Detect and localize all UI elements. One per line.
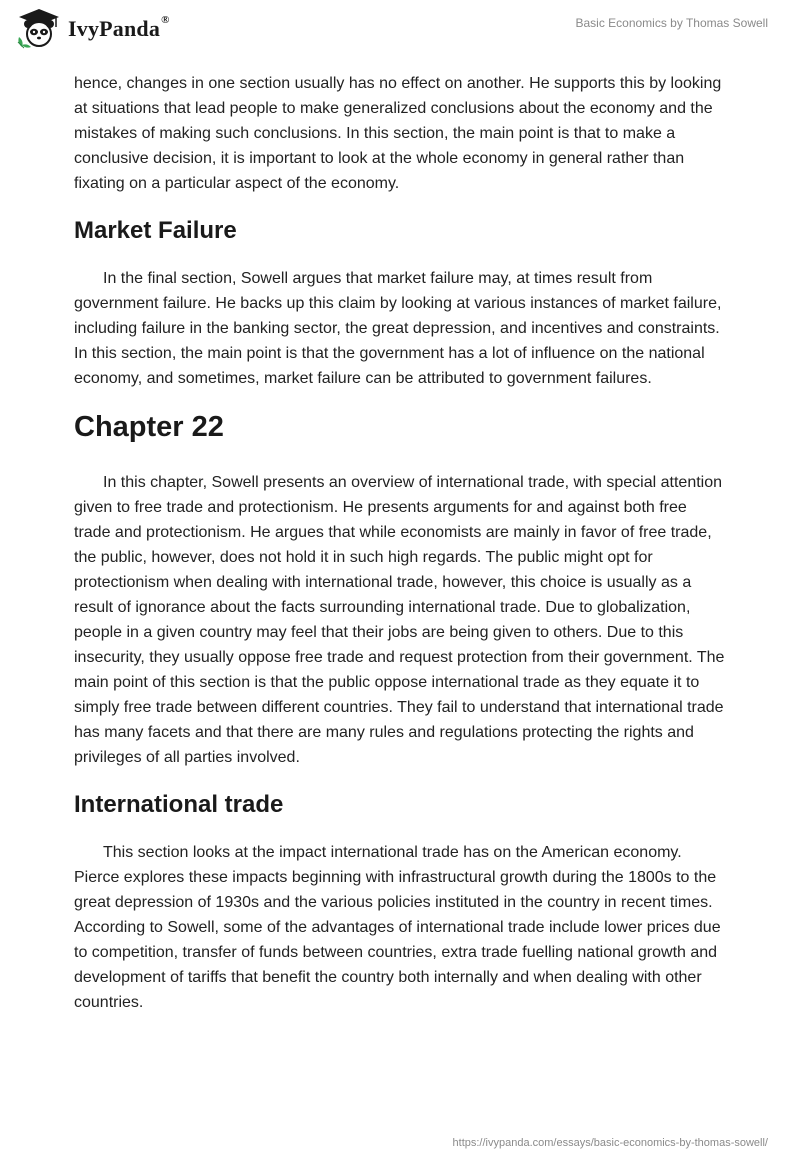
heading-international-trade: International trade [74, 791, 284, 818]
registered-mark: ® [161, 14, 170, 26]
chapter-22-paragraph: In this chapter, Sowell presents an overview of international trade, with special attention given to free trade and protectionism. He presents arguments for and against both free trade and protectionism. He argues that while economists are mainly in favor of free trade, the public, however, does not hold it in such high regards. The public might opt for protectionism when dealing with international trade, however, this choice is usually as a result of ignorance about the facts surrounding international trade. Due to globalization, people in a given country may feel that their jobs are being given to others. Due to this insecurity, they usually oppose free trade and request protection from their government. The main point of this section is that the public oppose international trade as they equate it to simply free trade between different countries. They fail to understand that international trade has many facets and that there are many rules and regulations protecting the rights and privileges of all parties involved. [74, 474, 725, 766]
source-url[interactable]: https://ivypanda.com/essays/basic-economics-by-thomas-sowell/ [452, 1137, 768, 1149]
intro-paragraph: hence, changes in one section usually has no effect on another. He supports this by looking at situations that lead people to make generalized conclusions about the economy and the mistakes of making such conclusions. In this section, the main point is that to make a conclusive decision, it is important to look at the whole economy in general rather than fixating on a particular aspect of the economy. [74, 75, 722, 192]
document-title: Basic Economics by Thomas Sowell [575, 16, 768, 30]
ivypanda-logo[interactable] [16, 7, 170, 49]
page-header [0, 0, 800, 70]
document-body [74, 71, 726, 1015]
brand-name: IvyPanda® [68, 14, 170, 41]
panda-graduate-icon [16, 7, 62, 49]
market-failure-paragraph: In the final section, Sowell argues that market failure may, at times result from government failure. He backs up this claim by looking at various instances of market failure, including failure in the banking sector, the great depression, and incentives and constraints. In this section, the main point is that the government has a lot of influence on the national economy, and sometimes, market failure can be attributed to government failures. [74, 270, 722, 387]
international-trade-paragraph: This section looks at the impact international trade has on the American economy. Pierce explores these impacts beginning with infrastructural growth during the 1800s to the great depression of 1930s and the various policies instituted in the country in recent times. According to Sowell, some of the advantages of international trade include lower prices due to competition, transfer of funds between countries, extra trade fuelling national growth and development of tariffs that benefit the country both internally and when dealing with other countries. [74, 844, 721, 1011]
heading-market-failure: Market Failure [74, 217, 237, 244]
heading-chapter-22: Chapter 22 [74, 411, 224, 443]
